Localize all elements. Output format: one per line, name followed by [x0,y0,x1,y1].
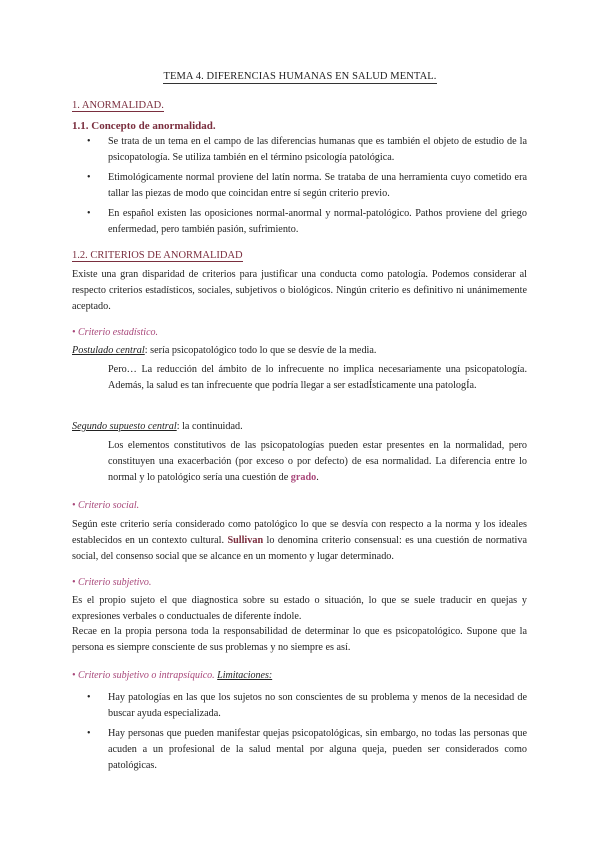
list-item: • Se trata de un tema en el campo de las diferencias humanas que es también el objeto de estudio de la psicopatología. Se utiliza también en el término psicología patológica. [84,134,527,166]
criterio-estadistico-heading: • Criterio estadístico. [72,327,159,338]
postulado-central-label: Postulado central [72,345,145,356]
concepto-bullet-list [84,134,527,242]
segundo-supuesto-text: : la continuidad. [176,421,243,432]
segundo-supuesto-label: Segundo supuesto central [72,421,177,432]
criterio-subjetivo-heading: • Criterio subjetivo. [72,577,152,588]
limitaciones-label: Limitaciones: [217,670,273,681]
criterio-intrapsiquico-heading [72,670,272,681]
sullivan-highlight: Sullivan [227,535,264,546]
document-title: TEMA 4. DIFERENCIAS HUMANAS EN SALUD MENTAL. [163,71,437,82]
section-heading-criterios: 1.2. CRITERIOS DE ANORMALIDAD [72,250,243,261]
subjetivo-paragraph-1: Es el propio sujeto el que diagnostica sobre su estado o situación, lo que se suele traducir en quejas y expresiones verbales o conductuales de diferente índole. [72,595,527,622]
criterio-social-heading: • Criterio social. [72,500,140,511]
subjetivo-paragraph-2: Recae en la propia persona toda la responsabilidad de determinar lo que es psicopatológico. Supone que la persona es siempre consciente de sus problemas y no siempre es así. [72,626,527,653]
grado-highlight: grado [290,472,317,483]
grado-end: . [316,472,319,483]
postulado-central-text: : sería psicopatológico todo lo que se desvíe de la media. [144,345,377,356]
intrapsiquico-title: • Criterio subjetivo o intrapsíquico. [72,670,215,681]
postulado-central-paragraph [72,343,527,359]
elementos-text: Los elementos constitutivos de las psicopatologías pueden estar presentes en la normalidad, pero constituyen una exacerbación (por exceso o por defecto) de esa normalidad. La diferencia entre lo normal y lo patológico sería una cuestión de [108,440,527,483]
limitaciones-bullet-list [84,690,527,778]
list-item: • Hay personas que pueden manifestar quejas psicopatológicas, sin embargo, no todas las personas que acuden a un profesional de la salud mental por alguna queja, pueden ser considerados como patológicas. [84,726,527,774]
section-heading-anormalidad: 1. ANORMALIDAD. [72,100,164,111]
list-item: • Etimológicamente normal proviene del latín norma. Se trataba de una herramienta cuyo cometido era tallar las piezas de modo que coincidan entre sí según criterio previo. [84,170,527,202]
criterios-intro-paragraph: Existe una gran disparidad de criterios para justificar una conducta como patología. Podemos considerar al respecto criterios estadísticos, sociales, subjetivos o biológicos. Ningún criterio es definitivo ni unánimemente aceptado. [72,269,527,312]
pero-paragraph: Pero… La reducción del ámbito de lo infrecuente no implica necesariamente una psicopatología. Además, la salud es tan infrecuente que podría llegar a ser estadÍsticamente una patologÍa. [108,364,527,391]
criterio-social-paragraph [72,517,527,565]
social-text-b: lo denomina criterio consensual: es una cuestión de normativa social, del consenso social que se alcance en un momento y lugar determinado. [72,535,527,562]
list-item: • Hay patologías en las que los sujetos no son conscientes de su problema y menos de la necesidad de buscar ayuda especializada. [84,690,527,722]
subsection-heading-concepto: 1.1. Concepto de anormalidad. [72,120,216,132]
list-item: • En español existen las oposiciones normal-anormal y normal-patológico. Pathos proviene del griego enfermedad, pero también pasión, sufrimiento. [84,206,527,238]
elementos-paragraph [108,438,527,486]
social-text-a: Según este criterio sería considerado como patológico lo que se desvía con respecto a la norma y los ideales establecidos en un contexto cultural. [72,519,527,546]
segundo-supuesto-paragraph [72,419,527,435]
